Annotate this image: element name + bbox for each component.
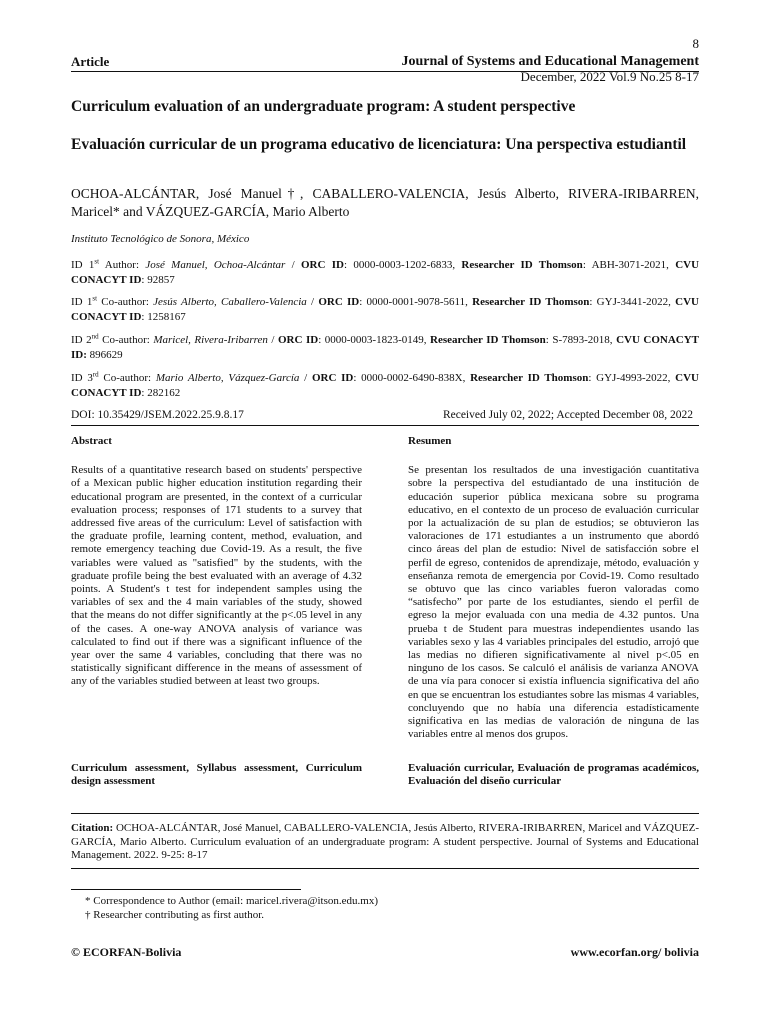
institution: Instituto Tecnológico de Sonora, México (71, 233, 250, 245)
title-english: Curriculum evaluation of an undergraduate program: A student perspective (71, 98, 576, 115)
journal-name: Journal of Systems and Educational Management (401, 54, 699, 69)
resumen-heading: Resumen (408, 435, 452, 447)
resumen-column (408, 435, 699, 741)
article-page (71, 0, 699, 1024)
title-spanish: Evaluación curricular de un programa educativo de licenciatura: Una perspectiva estudiantil (71, 136, 687, 153)
doi: DOI: 10.35429/JSEM.2022.25.9.8.17 (71, 409, 244, 421)
footnote-first-author: † Researcher contributing as first author. (85, 909, 265, 921)
keywords-spanish: Evaluación curricular, Evaluación de programas académicos, Evaluación del diseño curricular (408, 762, 699, 788)
abstract-text: Results of a quantitative research based on students' perspective of a Mexican public higher education institution regarding their educational program are presented, in the context of a curricular evaluation process; responses of 171 students to a survey that addressed five areas of the curriculum: Level of satisfaction with the graduate profile, learning content, method, evaluation, and remote emergency teaching due Covid-19. As a result, the five variables were valued as "satisfied" by the students, with the graduate profile being the best evaluated with an average of 4.32 points. A Student's t test for independent samples using the variables of sex and the 4 main variables of the study, showed that the means do not differ significantly at the p<.05 level in any of the cases. A one-way ANOVA analysis of variance was calculated to find out if there was a significant influence of the year over the same 4 variables, concluding that there was no statistically significant difference in the means of assessment of any of the variables studied between at least two groups. (71, 464, 362, 688)
footer-publisher: © ECORFAN-Bolivia (71, 945, 182, 959)
footnote-rule (71, 889, 301, 890)
citation-text: OCHOA-ALCÁNTAR, José Manuel, CABALLERO-VALENCIA, Jesús Alberto, RIVERA-IRIBARREN, Maricel and VÁZQUEZ-GARCÍA, Mario Alberto. Curriculum evaluation of an undergraduate program: A student perspective. Journal of Systems and Educational Management. 2022. 9-25: 8-17 (71, 822, 699, 861)
author-id-line: ID 1st Author: José Manuel, Ochoa-Alcántar / ORC ID: 0000-0003-1202-6833, Researcher ID Thomson: ABH-3071-2021, CVU CONACYT ID: 92857 (71, 257, 700, 286)
received-dates: Received July 02, 2022; Accepted December 08, 2022 (442, 409, 693, 421)
divider (71, 868, 699, 869)
citation-label: Citation: (71, 822, 114, 834)
footer-website[interactable]: www.ecorfan.org/ bolivia (570, 945, 699, 959)
author-id-line: ID 1st Co-author: Jesús Alberto, Caballero-Valencia / ORC ID: 0000-0001-9078-5611, Researcher ID Thomson: GYJ-3441-2022, CVU CONACYT ID: 1258167 (71, 294, 700, 323)
author-id-line: ID 2nd Co-author: Maricel, Rivera-Iribarren / ORC ID: 0000-0003-1823-0149, Researcher ID Thomson: S-7893-2018, CVU CONACYT ID: 896629 (71, 332, 700, 361)
abstract-column (71, 435, 362, 689)
keywords-english: Curriculum assessment, Syllabus assessment, Curriculum design assessment (71, 762, 362, 788)
author-id-line: ID 3rd Co-author: Mario Alberto, Vázquez-García / ORC ID: 0000-0002-6490-838X, Researcher ID Thomson: GYJ-4993-2022, CVU CONACYT ID: 282162 (71, 370, 699, 399)
divider (71, 813, 699, 814)
issue-info: December, 2022 Vol.9 No.25 8-17 (520, 69, 699, 84)
divider (71, 425, 699, 426)
resumen-text: Se presentan los resultados de una investigación cuantitativa sobre la perspectiva del estudiantado de una institución de educación superior pública mexicana sobre su programa educativo, en el contexto de un proceso de evaluación curricular por la actualización de su plan de estudios; se obtuvieron las valoraciones de 171 estudiantes a un instrumento que abordó cinco áreas del plan de estudio: Nivel de satisfacción sobre el perfil de egreso, contenidos de aprendizaje, método, evaluación y enseñanza remota de emergencia por Covid-19. Como resultado se obtuvo que las cinco variables fueron valoradas como “satisfecho” por parte de los estudiantes, siendo el perfil de egreso la mejor evaluada con una media de 4.32 puntos. Una prueba t de Student para muestras independientes usando las variables sexo y las 4 variables principales del estudio, arrojó que las medias no difieren significativamente al nivel p<.05 en ninguno de los casos. Se calculó el análisis de varianza ANOVA de una vía para conocer si existía influencia significativa del año en que se encuentran los estudiantes sobre las mismas 4 variables, concluyendo que no había una diferencia estadísticamente significativa en las medias de valoración de ninguna de las variables entre al menos dos grupos. (408, 464, 699, 741)
section-label: Article (71, 54, 110, 69)
author-list: OCHOA-ALCÁNTAR, José Manuel†, CABALLERO-VALENCIA, Jesús Alberto, RIVERA-IRIBARREN, Maricel* and VÁZQUEZ-GARCÍA, Mario Alberto (71, 186, 699, 219)
abstract-heading: Abstract (71, 435, 112, 447)
citation (71, 822, 699, 863)
page-number: 8 (692, 36, 699, 51)
footnote-correspondence: * Correspondence to Author (email: maricel.rivera@itson.edu.mx) (85, 895, 378, 907)
